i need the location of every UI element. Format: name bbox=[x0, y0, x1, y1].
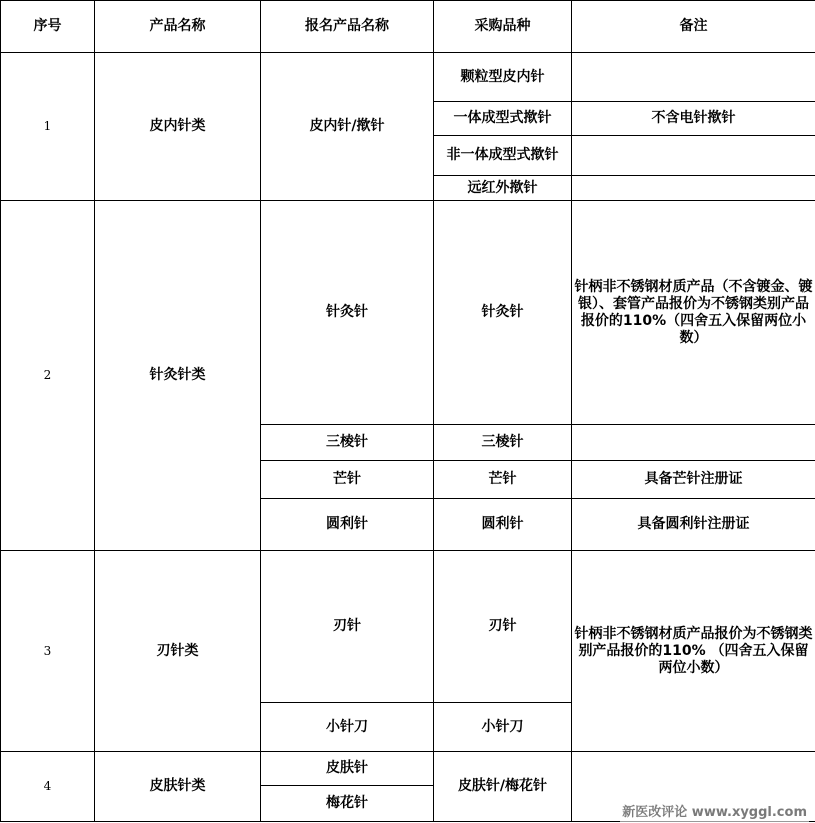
row-seq: 1 bbox=[1, 53, 95, 201]
product-name: 皮内针类 bbox=[95, 53, 261, 201]
watermark: 新医改评论 www.xyggl.com bbox=[620, 803, 809, 823]
header-col-note: 备注 bbox=[572, 1, 815, 53]
variety-cell: 针灸针 bbox=[434, 201, 572, 425]
table-row bbox=[1, 201, 815, 425]
variety-cell: 小针刀 bbox=[434, 703, 572, 752]
variety-cell: 皮肤针/梅花针 bbox=[434, 752, 572, 822]
table-row bbox=[1, 53, 815, 102]
variety-cell: 刃针 bbox=[434, 551, 572, 703]
variety-cell: 远红外揿针 bbox=[434, 176, 572, 201]
row-seq: 4 bbox=[1, 752, 95, 822]
header-col-variety: 采购品种 bbox=[434, 1, 572, 53]
reg-product-name: 梅花针 bbox=[261, 786, 434, 822]
note-cell bbox=[572, 53, 815, 102]
reg-product-name: 小针刀 bbox=[261, 703, 434, 752]
variety-cell: 圆利针 bbox=[434, 499, 572, 551]
note-cell: 针柄非不锈钢材质产品报价为不锈钢类别产品报价的110% （四舍五入保留两位小数） bbox=[572, 551, 815, 752]
product-name: 皮肤针类 bbox=[95, 752, 261, 822]
reg-product-name: 针灸针 bbox=[261, 201, 434, 425]
reg-product-name: 三棱针 bbox=[261, 425, 434, 461]
product-name: 针灸针类 bbox=[95, 201, 261, 551]
reg-product-name: 芒针 bbox=[261, 461, 434, 499]
header-row bbox=[1, 1, 815, 53]
note-cell: 具备圆利针注册证 bbox=[572, 499, 815, 551]
header-col-product: 产品名称 bbox=[95, 1, 261, 53]
row-seq: 3 bbox=[1, 551, 95, 752]
note-cell: 不含电针揿针 bbox=[572, 102, 815, 136]
reg-product-name: 皮肤针 bbox=[261, 752, 434, 786]
table-row bbox=[1, 551, 815, 703]
header-col-seq: 序号 bbox=[1, 1, 95, 53]
note-cell bbox=[572, 136, 815, 176]
note-cell bbox=[572, 176, 815, 201]
variety-cell: 三棱针 bbox=[434, 425, 572, 461]
variety-cell: 颗粒型皮内针 bbox=[434, 53, 572, 102]
reg-product-name: 圆利针 bbox=[261, 499, 434, 551]
row-seq: 2 bbox=[1, 201, 95, 551]
variety-cell: 非一体成型式揿针 bbox=[434, 136, 572, 176]
product-name: 刃针类 bbox=[95, 551, 261, 752]
note-cell bbox=[572, 425, 815, 461]
variety-cell: 芒针 bbox=[434, 461, 572, 499]
header-col-reg-name: 报名产品名称 bbox=[261, 1, 434, 53]
reg-product-name: 皮内针/揿针 bbox=[261, 53, 434, 201]
table-row bbox=[1, 752, 815, 786]
reg-product-name: 刃针 bbox=[261, 551, 434, 703]
note-cell: 具备芒针注册证 bbox=[572, 461, 815, 499]
note-cell: 针柄非不锈钢材质产品（不含镀金、镀银）、套管产品报价为不锈钢类别产品报价的110%（四舍五入保留两位小数） bbox=[572, 201, 815, 425]
variety-cell: 一体成型式揿针 bbox=[434, 102, 572, 136]
